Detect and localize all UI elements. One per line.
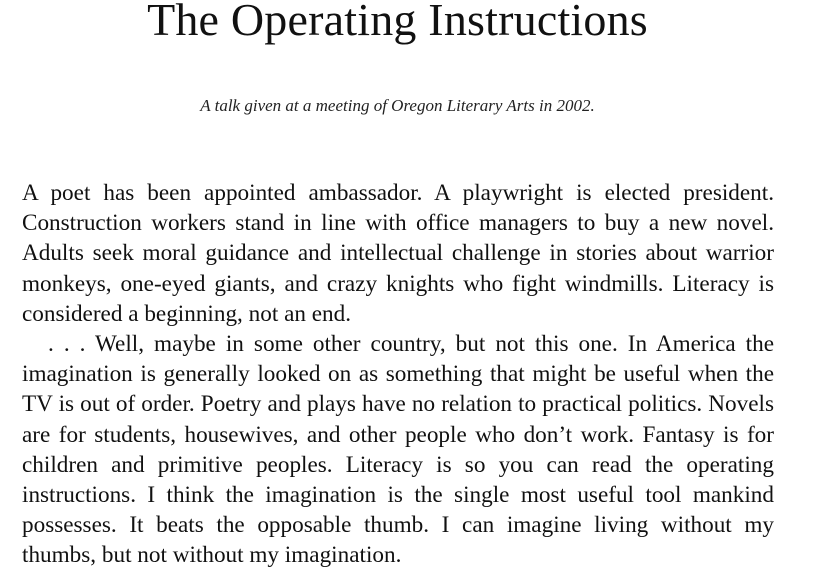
paragraph-1: A poet has been appointed ambassador. A playwright is elected president. Construction workers stand in line with office managers to buy a new novel. Adults seek moral guidance and intellectual challenge in stories about warrior monkeys, one-eyed giants, and crazy knights who fight windmills. Literacy is considered a beginning, not an end. — [22, 180, 774, 327]
paragraph-2: . . . Well, maybe in some other country, but not this one. In America the imagination is generally looked on as something that might be useful when the TV is out of order. Poetry and plays have no relation to practical politics. Novels are for students, housewives, and other people who don’t work. Fantasy is for children and primitive peoples. Literacy is so you can read the operating instructions. I think the imagination is the single most useful tool mankind possesses. It beats the opposable thumb. I can imagine living without my thumbs, but not without my imagination. — [22, 331, 774, 569]
page-subtitle: A talk given at a meeting of Oregon Literary Arts in 2002. — [200, 96, 595, 115]
document-body — [22, 178, 774, 571]
page-title: The Operating Instructions — [147, 0, 648, 45]
